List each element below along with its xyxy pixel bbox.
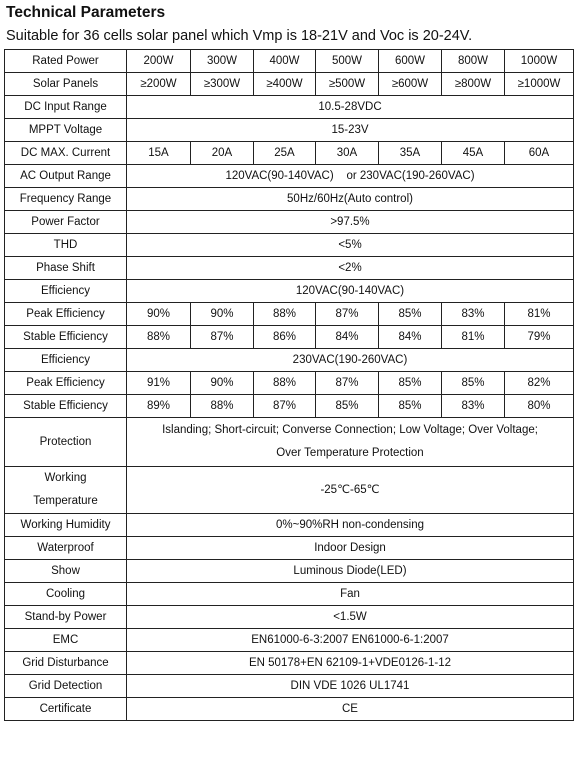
row-peak-efficiency-230 xyxy=(5,372,574,395)
row-label: Grid Detection xyxy=(5,675,127,698)
row-ac-output xyxy=(5,165,574,188)
cell: 400W xyxy=(254,50,316,73)
cell: 86% xyxy=(254,326,316,349)
cell: DIN VDE 1026 UL1741 xyxy=(127,675,574,698)
cell: 20A xyxy=(191,142,254,165)
row-waterproof xyxy=(5,537,574,560)
row-show xyxy=(5,560,574,583)
row-standby-power xyxy=(5,606,574,629)
row-label: Rated Power xyxy=(5,50,127,73)
cell: ≥800W xyxy=(442,73,505,96)
row-cooling xyxy=(5,583,574,606)
page-title: Technical Parameters xyxy=(6,4,166,21)
cell: 45A xyxy=(442,142,505,165)
row-efficiency-230 xyxy=(5,349,574,372)
cell: 90% xyxy=(127,303,191,326)
cell: 85% xyxy=(379,303,442,326)
row-protection xyxy=(5,418,574,467)
row-peak-efficiency-120 xyxy=(5,303,574,326)
cell: 88% xyxy=(254,303,316,326)
row-label: Phase Shift xyxy=(5,257,127,280)
row-label-line-1: Working xyxy=(44,472,87,484)
cell: <2% xyxy=(127,257,574,280)
cell: 82% xyxy=(505,372,574,395)
row-mppt xyxy=(5,119,574,142)
row-label-line-2: Temperature xyxy=(33,495,98,507)
cell: 15A xyxy=(127,142,191,165)
protection-line-2: Over Temperature Protection xyxy=(276,447,424,459)
row-label: Efficiency xyxy=(5,280,127,303)
row-label: Solar Panels xyxy=(5,73,127,96)
row-label: DC MAX. Current xyxy=(5,142,127,165)
cell: 90% xyxy=(191,303,254,326)
cell: 91% xyxy=(127,372,191,395)
cell: 35A xyxy=(379,142,442,165)
row-rated-power xyxy=(5,50,574,73)
row-working-temperature xyxy=(5,467,574,514)
cell: 84% xyxy=(379,326,442,349)
cell: 85% xyxy=(442,372,505,395)
cell: 90% xyxy=(191,372,254,395)
cell: 87% xyxy=(191,326,254,349)
row-label: Frequency Range xyxy=(5,188,127,211)
cell: 79% xyxy=(505,326,574,349)
cell: 87% xyxy=(254,395,316,418)
row-emc xyxy=(5,629,574,652)
cell: 25A xyxy=(254,142,316,165)
cell: 81% xyxy=(442,326,505,349)
cell: 230VAC(190-260VAC) xyxy=(127,349,574,372)
row-working-humidity xyxy=(5,514,574,537)
cell: 300W xyxy=(191,50,254,73)
row-stable-efficiency-230 xyxy=(5,395,574,418)
cell: 83% xyxy=(442,395,505,418)
cell: ≥1000W xyxy=(505,73,574,96)
row-label: Certificate xyxy=(5,698,127,721)
row-label: THD xyxy=(5,234,127,257)
cell: ≥400W xyxy=(254,73,316,96)
row-label: DC Input Range xyxy=(5,96,127,119)
cell: ≥200W xyxy=(127,73,191,96)
row-label: Peak Efficiency xyxy=(5,303,127,326)
row-certificate xyxy=(5,698,574,721)
cell: 0%~90%RH non-condensing xyxy=(127,514,574,537)
protection-line-1: Islanding; Short-circuit; Converse Connection; Low Voltage; Over Voltage; xyxy=(162,424,538,436)
cell: 1000W xyxy=(505,50,574,73)
cell: 81% xyxy=(505,303,574,326)
cell: 87% xyxy=(316,372,379,395)
row-label: Power Factor xyxy=(5,211,127,234)
row-power-factor xyxy=(5,211,574,234)
cell: 80% xyxy=(505,395,574,418)
row-label: EMC xyxy=(5,629,127,652)
cell: -25℃-65℃ xyxy=(127,467,574,514)
cell: 120VAC(90-140VAC) or 230VAC(190-260VAC) xyxy=(127,165,574,188)
row-label: Show xyxy=(5,560,127,583)
row-phase-shift xyxy=(5,257,574,280)
cell: 120VAC(90-140VAC) xyxy=(127,280,574,303)
cell: 85% xyxy=(379,395,442,418)
cell: 500W xyxy=(316,50,379,73)
cell: EN 50178+EN 62109-1+VDE0126-1-12 xyxy=(127,652,574,675)
row-label: Waterproof xyxy=(5,537,127,560)
row-label: Efficiency xyxy=(5,349,127,372)
row-grid-detection xyxy=(5,675,574,698)
cell: 600W xyxy=(379,50,442,73)
cell: Fan xyxy=(127,583,574,606)
cell: 85% xyxy=(316,395,379,418)
cell: ≥300W xyxy=(191,73,254,96)
row-label: Stable Efficiency xyxy=(5,395,127,418)
cell: 85% xyxy=(379,372,442,395)
row-frequency xyxy=(5,188,574,211)
cell: 89% xyxy=(127,395,191,418)
row-efficiency-120 xyxy=(5,280,574,303)
row-stable-efficiency-120 xyxy=(5,326,574,349)
cell: 60A xyxy=(505,142,574,165)
cell: EN61000-6-3:2007 EN61000-6-1:2007 xyxy=(127,629,574,652)
cell: 88% xyxy=(254,372,316,395)
row-label: Working Humidity xyxy=(5,514,127,537)
cell: 50Hz/60Hz(Auto control) xyxy=(127,188,574,211)
cell: 30A xyxy=(316,142,379,165)
row-label: MPPT Voltage xyxy=(5,119,127,142)
cell: 88% xyxy=(127,326,191,349)
cell: 10.5-28VDC xyxy=(127,96,574,119)
row-solar-panels xyxy=(5,73,574,96)
row-label: Stand-by Power xyxy=(5,606,127,629)
row-thd xyxy=(5,234,574,257)
row-label: Stable Efficiency xyxy=(5,326,127,349)
cell: 83% xyxy=(442,303,505,326)
cell: ≥500W xyxy=(316,73,379,96)
row-label: Peak Efficiency xyxy=(5,372,127,395)
row-label xyxy=(5,467,127,514)
cell: CE xyxy=(127,698,574,721)
cell: >97.5% xyxy=(127,211,574,234)
row-label: Cooling xyxy=(5,583,127,606)
spec-table xyxy=(4,49,574,721)
cell xyxy=(127,418,574,467)
cell: Luminous Diode(LED) xyxy=(127,560,574,583)
cell: 87% xyxy=(316,303,379,326)
page-subtitle: Suitable for 36 cells solar panel which Vmp is 18-21V and Voc is 20-24V. xyxy=(6,28,473,44)
cell: 88% xyxy=(191,395,254,418)
cell: 15-23V xyxy=(127,119,574,142)
cell: Indoor Design xyxy=(127,537,574,560)
row-grid-disturbance xyxy=(5,652,574,675)
cell: <1.5W xyxy=(127,606,574,629)
cell: ≥600W xyxy=(379,73,442,96)
row-label: Protection xyxy=(5,418,127,467)
cell: 800W xyxy=(442,50,505,73)
row-label: AC Output Range xyxy=(5,165,127,188)
row-dc-input xyxy=(5,96,574,119)
cell: <5% xyxy=(127,234,574,257)
row-label: Grid Disturbance xyxy=(5,652,127,675)
cell: 200W xyxy=(127,50,191,73)
row-dc-max-current xyxy=(5,142,574,165)
cell: 84% xyxy=(316,326,379,349)
